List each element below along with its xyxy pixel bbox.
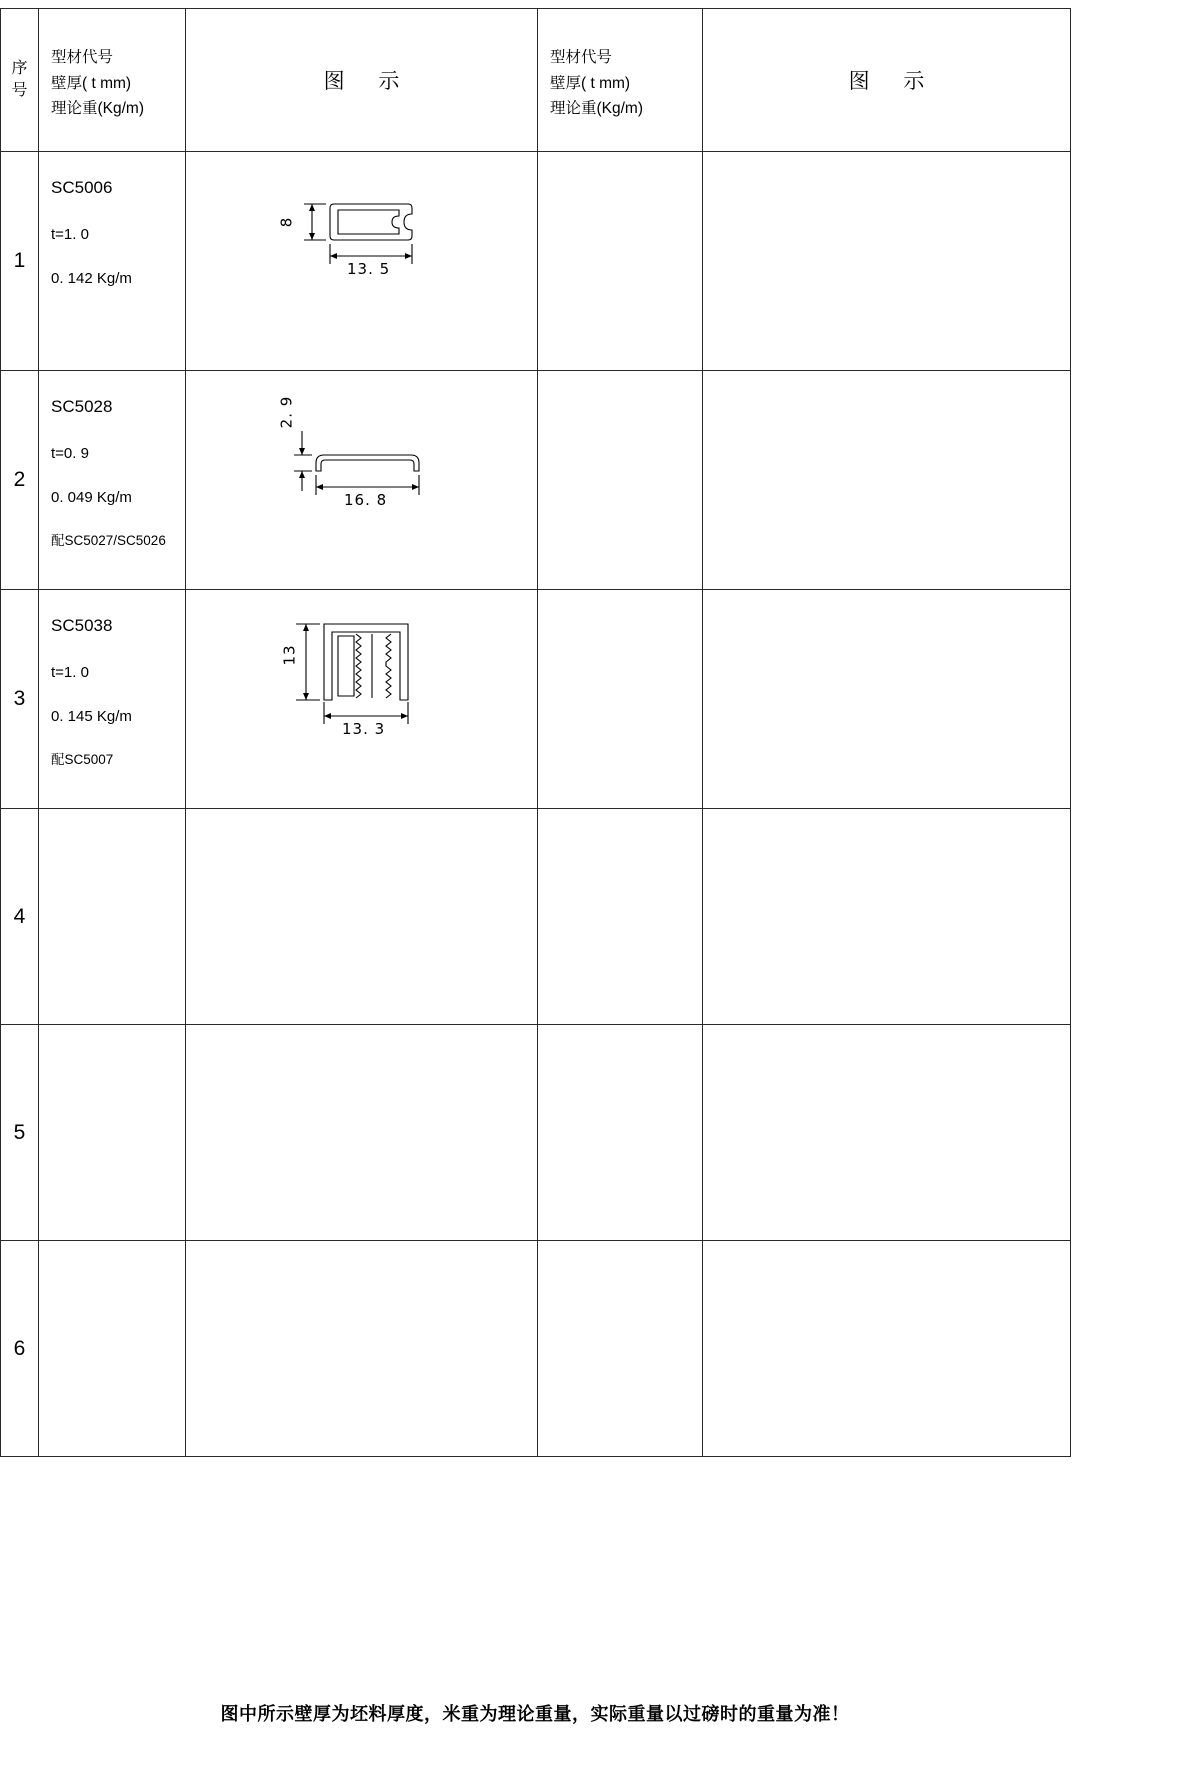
profile-thickness: t=0. 9 (51, 445, 89, 463)
row-index: 5 (13, 1120, 26, 1144)
profile-thickness: t=1. 0 (51, 664, 89, 682)
row-index: 4 (13, 904, 26, 928)
header-figure-label-left: 图 示 (323, 70, 414, 93)
row-index: 2 (13, 468, 26, 491)
dim-height-label: 2. 9 (277, 395, 296, 429)
profile-drawing-sc5038 (186, 590, 538, 811)
profile-weight: 0. 145 Kg/m (51, 708, 132, 726)
profile-weight: 0. 049 Kg/m (51, 489, 132, 507)
row-info-cell-right (538, 590, 703, 809)
header-info-line3: 理论重(Kg/m) (51, 100, 145, 118)
header-figure-cell-right (703, 9, 1071, 152)
row-index: 6 (13, 1336, 26, 1360)
table-row (1, 1241, 1071, 1457)
row-index: 3 (13, 687, 26, 710)
header-index-line2: 号 (11, 82, 28, 99)
header-index-cell (1, 9, 39, 152)
row-index-cell (1, 1025, 39, 1241)
row-info-cell-right (538, 152, 703, 371)
profile-code: SC5038 (51, 616, 113, 635)
row-figure-cell-right (703, 371, 1071, 590)
profile-code: SC5006 (51, 178, 113, 197)
dim-height-label: 8 (277, 216, 296, 228)
table-row (1, 371, 1071, 590)
profile-drawing-sc5006 (186, 152, 538, 373)
row-info-cell-right (538, 1241, 703, 1457)
row-index-cell (1, 809, 39, 1025)
row-figure-cell (186, 152, 538, 371)
footnote-text: 图中所示壁厚为坯料厚度，米重为理论重量，实际重量以过磅时的重量为准！ (220, 1704, 850, 1724)
profile-weight: 0. 142 Kg/m (51, 270, 132, 288)
dim-width-label: 16. 8 (344, 491, 388, 509)
row-index-cell (1, 590, 39, 809)
row-figure-cell-right (703, 152, 1071, 371)
table-row (1, 152, 1071, 371)
row-info-cell-right (538, 371, 703, 590)
header-figure-cell-left (186, 9, 538, 152)
profile-pair: 配SC5007 (51, 752, 114, 768)
row-figure-cell (186, 590, 538, 809)
profile-code: SC5028 (51, 397, 113, 416)
profile-thickness: t=1. 0 (51, 226, 89, 244)
header-info-line1-right: 型材代号 (550, 49, 613, 66)
row-info-cell-right (538, 1025, 703, 1241)
row-figure-cell-right (703, 1241, 1071, 1457)
row-info-cell (39, 1241, 186, 1457)
profile-pair: 配SC5027/SC5026 (51, 533, 166, 549)
table-row (1, 1025, 1071, 1241)
row-info-cell (39, 1025, 186, 1241)
header-info-line2-right: 壁厚( t mm) (550, 74, 631, 92)
row-index-cell (1, 1241, 39, 1457)
row-info-cell (39, 809, 186, 1025)
row-figure-cell (186, 1241, 538, 1457)
header-index-line1: 序 (11, 60, 28, 78)
row-info-cell (39, 371, 186, 590)
header-figure-label-right: 图 示 (848, 70, 939, 93)
row-info-cell (39, 152, 186, 371)
header-info-cell-right (538, 9, 703, 152)
row-index-cell (1, 371, 39, 590)
row-figure-cell-right (703, 809, 1071, 1025)
table-row (1, 809, 1071, 1025)
header-info-cell-left (39, 9, 186, 152)
row-index-cell (1, 152, 39, 371)
row-figure-cell-right (703, 590, 1071, 809)
row-figure-cell-right (703, 1025, 1071, 1241)
profile-drawing-sc5028 (186, 371, 538, 592)
dim-width-label: 13. 5 (347, 260, 391, 278)
header-info-line3-right: 理论重(Kg/m) (550, 100, 644, 118)
header-info-line2: 壁厚( t mm) (51, 74, 132, 92)
profile-spec-table (0, 8, 1071, 1457)
row-index: 1 (13, 249, 26, 272)
row-figure-cell (186, 809, 538, 1025)
table-header-row (1, 9, 1071, 152)
header-info-line1: 型材代号 (51, 49, 114, 66)
dim-width-label: 13. 3 (342, 720, 386, 738)
row-info-cell (39, 590, 186, 809)
table-row (1, 590, 1071, 809)
row-info-cell-right (538, 809, 703, 1025)
dim-height-label: 13 (280, 644, 299, 666)
row-figure-cell (186, 1025, 538, 1241)
row-figure-cell (186, 371, 538, 590)
